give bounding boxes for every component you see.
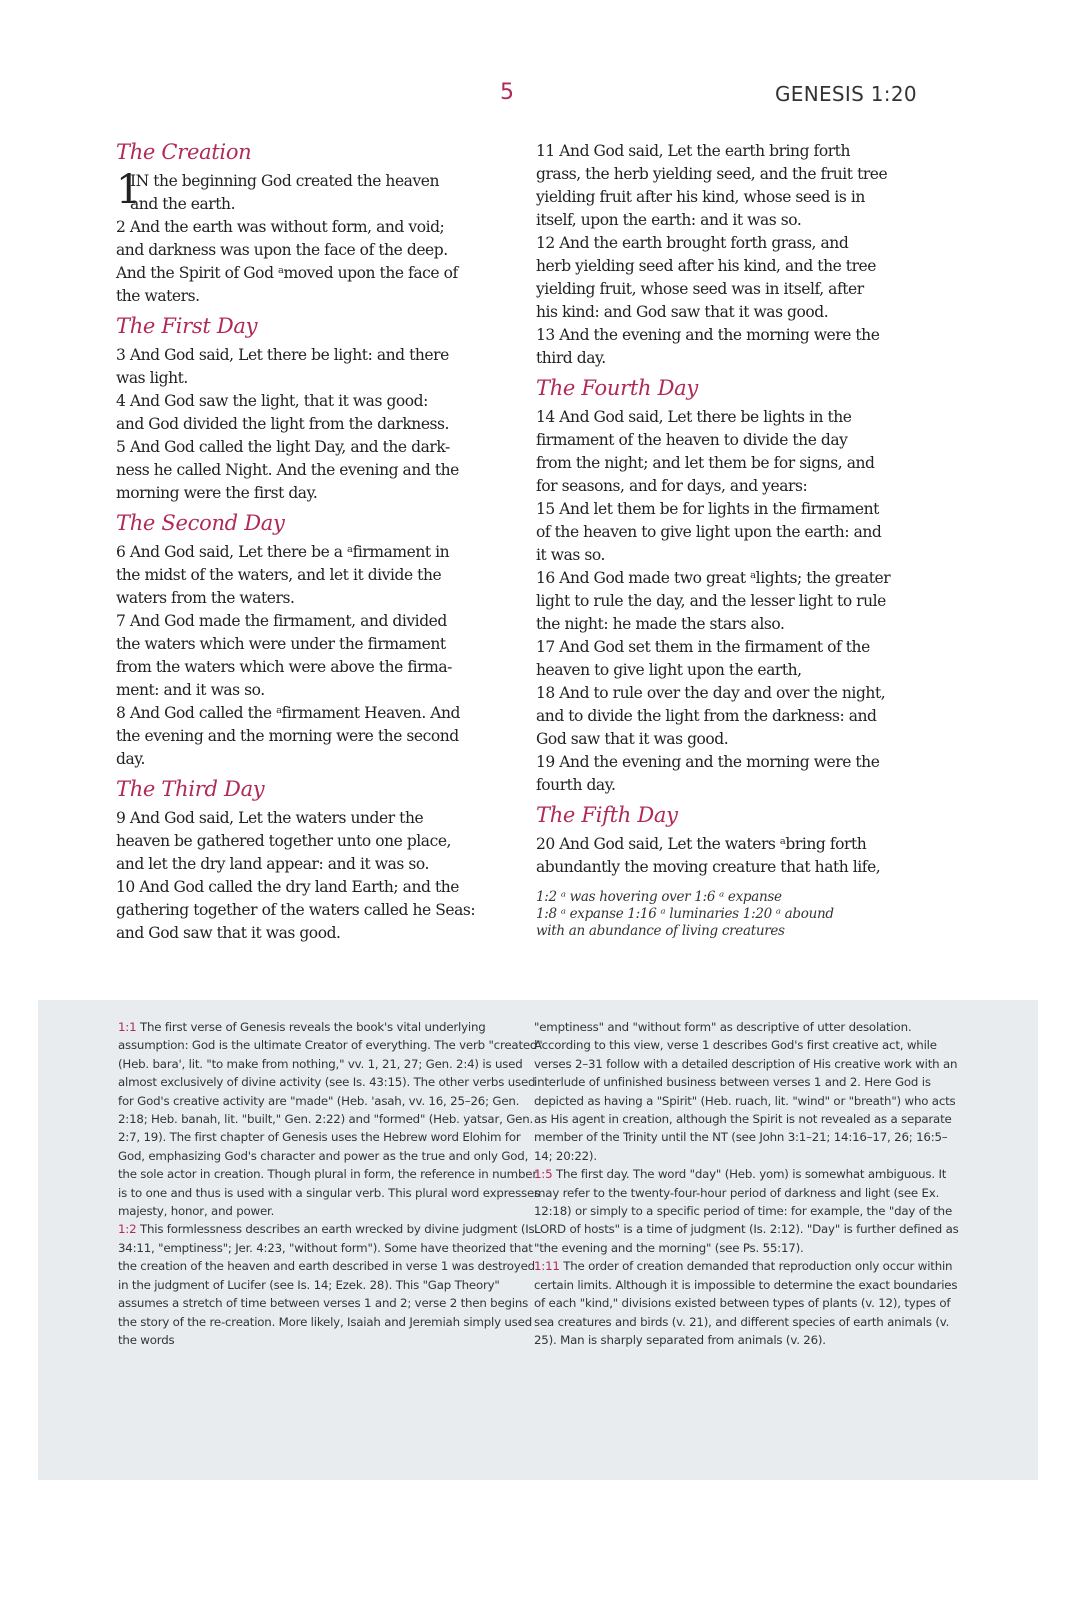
section-heading: The Fourth Day <box>536 376 698 400</box>
verse: 14 And God said, Let there be lights in the firmament of the heaven to divide the day from the night; and let them be for signs, and for seasons, and for days, and years: <box>536 408 875 495</box>
verse: 4 And God saw the light, that it was good: and God divided the light from the darkness. <box>116 392 450 433</box>
study-note <box>534 1018 962 1165</box>
scripture-column-right <box>536 140 921 940</box>
verse: 18 And to rule over the day and over the night, and to divide the light from the darkness: and God saw that it was good. <box>536 684 886 748</box>
note-reference: 1:1 <box>118 1020 137 1034</box>
verse: 1 IN the beginning God created the heaven and the earth. <box>116 167 440 213</box>
verse: 8 And God called the ᵃfirmament Heaven. And the evening and the morning were the second day. <box>116 704 461 768</box>
verse: 6 And God said, Let there be a ᵃfirmament in the midst of the waters, and let it divide the waters from the waters. <box>116 543 450 607</box>
verse: 15 And let them be for lights in the firmament of the heaven to give light upon the earth: and it was so. <box>536 500 882 564</box>
section-heading: The Creation <box>116 140 252 164</box>
study-notes-column-left <box>118 1018 546 1349</box>
section-heading: The Third Day <box>116 777 265 801</box>
running-head: GENESIS 1:20 <box>775 82 917 106</box>
study-note <box>118 1220 546 1349</box>
verse: 19 And the evening and the morning were the fourth day. <box>536 753 880 794</box>
section-heading: The Fifth Day <box>536 803 678 827</box>
cross-reference-line: 1:2 ᵃ was hovering over 1:6 ᵃ expanse <box>536 889 782 905</box>
verse: 12 And the earth brought forth grass, and herb yielding seed after his kind, and the tree yielding fruit, whose seed was in itself, after his kind: and God saw that it was good. <box>536 234 876 321</box>
note-text: The first day. The word "day" (Heb. yom) is somewhat ambiguous. It may refer to the twenty-four-hour period of darkness and light (see Ex. 12:18) or simply to a specific period of time: for example, the "day of the LORD of hosts" is a time of judgment (Is. 2:12). "Day" is further defined as "the evening and the morning" (see Ps. 55:17). <box>534 1167 959 1255</box>
verse: 13 And the evening and the morning were the third day. <box>536 326 880 367</box>
verse: 9 And God said, Let the waters under the heaven be gathered together unto one place, and let the dry land appear: and it was so. <box>116 809 452 873</box>
cross-references <box>536 889 921 940</box>
note-text: The order of creation demanded that reproduction only occur within certain limits. Although it is impossible to determine the exact boundaries of each "kind," divisions existed between types of plants (v. 12), types of sea creatures and birds (v. 21), and different species of earth animals (v. 25). Man is sharply separated from animals (v. 26). <box>534 1259 958 1347</box>
note-reference: 1:5 <box>534 1167 553 1182</box>
verse: 2 And the earth was without form, and void; and darkness was upon the face of the deep. And the Spirit of God ᵃmoved upon the face of the waters. <box>116 218 458 305</box>
verse: 5 And God called the light Day, and the dark- ness he called Night. And the evening and the morning were the first day. <box>116 438 459 502</box>
page-number: 5 <box>500 80 514 105</box>
note-reference: 1:11 <box>534 1259 560 1274</box>
verse: 16 And God made two great ᵃlights; the greater light to rule the day, and the lesser light to rule the night: he made the stars also. <box>536 569 891 633</box>
note-reference: 1:2 <box>118 1222 137 1237</box>
section-heading: The First Day <box>116 314 258 338</box>
study-note <box>534 1165 962 1257</box>
note-text: "emptiness" and "without form" as descriptive of utter desolation. According to this view, verse 1 describes God's first creative act, while verses 2–31 follow with a detailed description of His creative work with an interlude of unfinished business between verses 1 and 2. Here God is depicted as having a "Spirit" (Heb. ruach, lit. "wind" or "breath") who acts as His agent in creation, although the Spirit is not revealed as a separate member of the Trinity until the NT (see John 3:1–21; 14:16–17, 26; 16:5–14; 20:22). <box>534 1020 958 1163</box>
study-note <box>534 1257 962 1349</box>
verse: 17 And God set them in the firmament of the heaven to give light upon the earth, <box>536 638 870 679</box>
section-heading: The Second Day <box>116 511 285 535</box>
cross-reference-line: with an abundance of living creatures <box>536 923 785 939</box>
note-text: This formlessness describes an earth wrecked by divine judgment (Is. 34:11, "emptiness"; Jer. 4:23, "without form"). Some have theorized that the creation of the heaven and earth described in verse 1 was destroyed in the judgment of Lucifer (see Is. 14; Ezek. 28). This "Gap Theory" assumes a stretch of time between verses 1 and 2; verse 2 then begins the story of the re-creation. More likely, Isaiah and Jeremiah simply used the words <box>118 1222 539 1347</box>
drop-cap: 1 <box>116 167 141 213</box>
study-notes-column-right <box>534 1018 962 1349</box>
scripture-column-left <box>116 140 501 945</box>
verse: 10 And God called the dry land Earth; and the gathering together of the waters called he Seas: and God saw that it was good. <box>116 878 476 942</box>
verse: 3 And God said, Let there be light: and there was light. <box>116 346 449 387</box>
cross-reference-line: 1:8 ᵃ expanse 1:16 ᵃ luminaries 1:20 ᵃ abound <box>536 906 834 922</box>
study-note <box>118 1018 546 1220</box>
verse: 7 And God made the firmament, and divided the waters which were under the firmament from the waters which were above the firma- ment: and it was so. <box>116 612 452 699</box>
verse: 11 And God said, Let the earth bring forth grass, the herb yielding seed, and the fruit tree yielding fruit after his kind, whose seed is in itself, upon the earth: and it was so. <box>536 142 888 229</box>
study-notes-panel <box>38 1000 1038 1480</box>
verse: 20 And God said, Let the waters ᵃbring forth abundantly the moving creature that hath life, <box>536 835 881 876</box>
note-text: The first verse of Genesis reveals the book's vital underlying assumption: God is the ultimate Creator of everything. The verb "created" (Heb. bara', lit. "to make from nothing," vv. 1, 21, 27; Gen. 2:4) is used almost exclusively of divine activity (see Is. 43:15). The other verbs used for God's creative activity are "made" (Heb. 'asah, vv. 16, 25–26; Gen. 2:18; Heb. banah, lit. "built," Gen. 2:22) and "formed" (Heb. yatsar, Gen. 2:7, 19). The first chapter of Genesis uses the Hebrew word Elohim for God, emphasizing God's character and power as the true and only God, the sole actor in creation. Though plural in form, the reference in number is to one and thus is used with a singular verb. This plural word expresses majesty, honor, and power. <box>118 1020 543 1219</box>
